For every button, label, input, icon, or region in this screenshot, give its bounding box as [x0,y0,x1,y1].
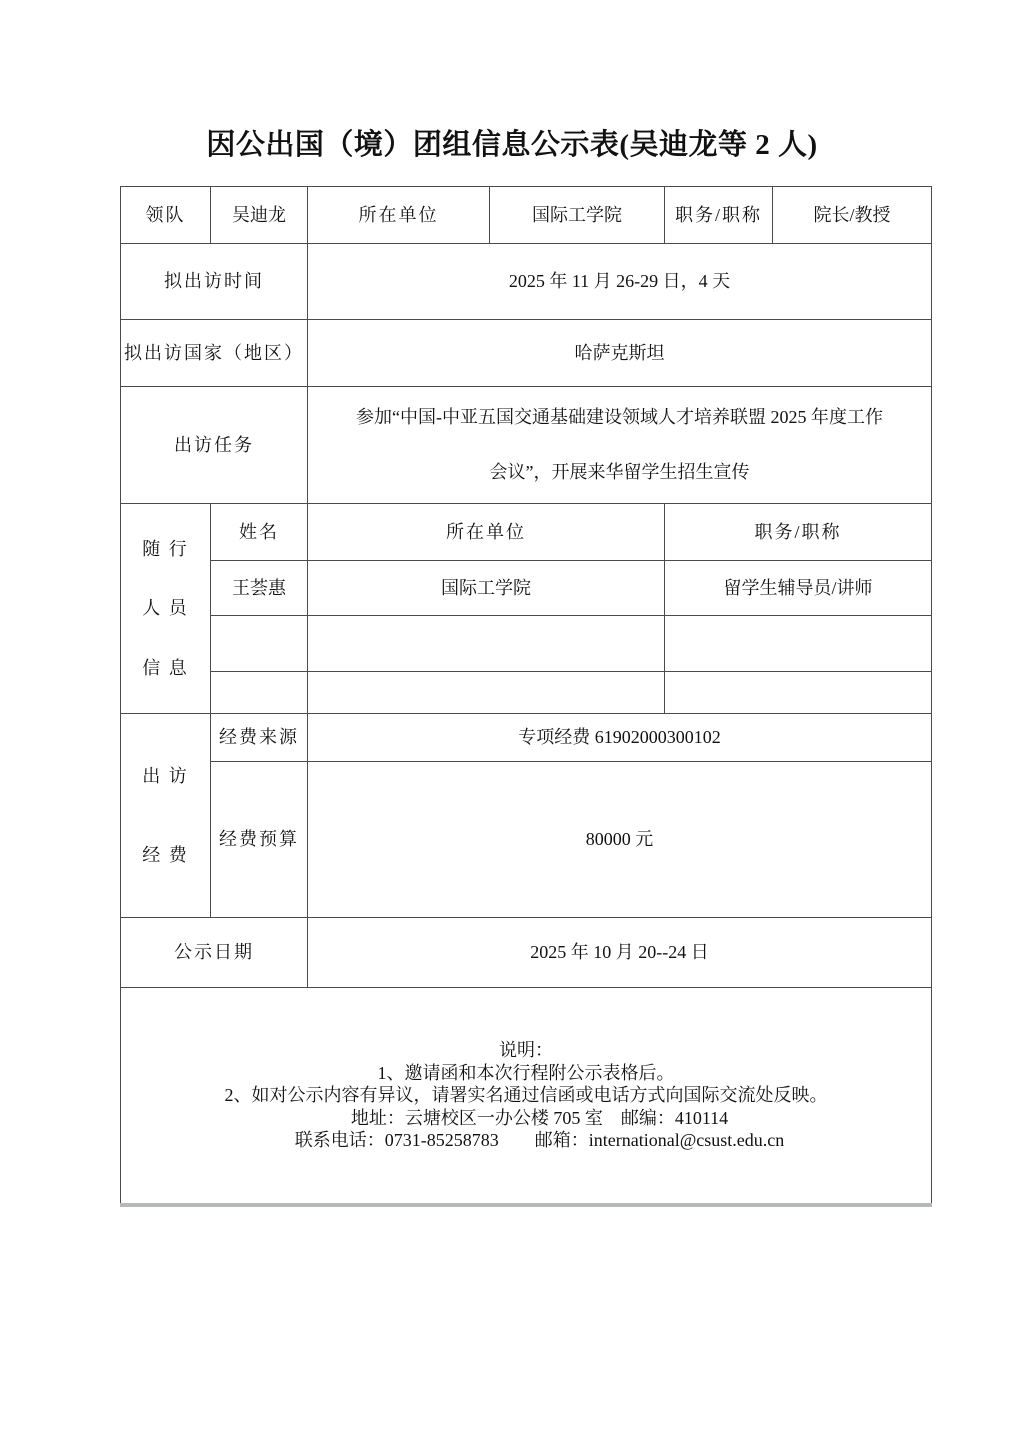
funding-source-row [121,714,932,762]
companions-label-stack [121,538,210,680]
companions-label-line-2: 人 员 [142,598,189,619]
companions-section-label [121,504,211,714]
mission-row [121,387,932,504]
companion-unit [308,616,665,672]
visit-time-row [121,244,932,320]
companion-row [121,672,932,714]
notes-address: 地址：云塘校区一办公楼 705 室 邮编：410114 [350,1107,729,1128]
mission-value [308,387,932,504]
companion-row [121,616,932,672]
companion-unit [308,672,665,714]
notes-row [121,988,932,1205]
companion-unit-header: 所在单位 [308,504,665,561]
companion-name-header: 姓名 [211,504,308,561]
companion-position [665,672,932,714]
companion-row [121,561,932,616]
notes-item-1: 1、邀请函和本次行程附公示表格后。 [377,1062,675,1083]
funding-source-label: 经费来源 [211,714,308,762]
notes-item-2: 2、如对公示内容有异议，请署实名通过信函或电话方式向国际交流处反映。 [224,1085,828,1105]
companions-label-line-1: 随 行 [142,538,189,559]
funding-section-label [121,714,211,918]
mission-line-1: 参加“中国-中亚五国交通基础建设领域人才培养联盟 2025 年度工作 [356,407,883,427]
funding-label-stack [121,765,210,866]
notes-cell [121,988,932,1205]
companions-header-row [121,504,932,561]
funding-budget-value: 80000 元 [308,762,932,918]
companion-name [211,616,308,672]
leader-label: 领队 [121,187,211,244]
funding-source-value: 专项经费 61902000300102 [308,714,932,762]
travel-publicity-form [120,186,932,1207]
leader-name: 吴迪龙 [211,187,308,244]
leader-position-value: 院长/教授 [773,187,932,244]
leader-position-label: 职务/职称 [665,187,773,244]
publicity-date-row [121,918,932,988]
funding-budget-label: 经费预算 [211,762,308,918]
leader-unit-label: 所在单位 [308,187,490,244]
companion-name [211,672,308,714]
companions-label-line-3: 信 息 [142,657,189,678]
funding-label-line-2: 经 费 [142,844,189,865]
destination-value: 哈萨克斯坦 [308,320,932,387]
publicity-date-label: 公示日期 [121,918,308,988]
companion-unit: 国际工学院 [308,561,665,616]
publicity-date-value: 2025 年 10 月 20--24 日 [308,918,932,988]
leader-row [121,187,932,244]
companion-position-header: 职务/职称 [665,504,932,561]
companion-position: 留学生辅导员/讲师 [665,561,932,616]
mission-label: 出访任务 [121,387,308,504]
notes-heading: 说明： [499,1040,553,1060]
companion-position [665,616,932,672]
companion-name: 王荟惠 [211,561,308,616]
destination-label: 拟出访国家（地区） [121,320,308,387]
destination-row [121,320,932,387]
page-title: 因公出国（境）团组信息公示表(吴迪龙等 2 人) [206,129,818,161]
visit-time-label: 拟出访时间 [121,244,308,320]
funding-label-line-1: 出 访 [142,766,189,786]
leader-unit-value: 国际工学院 [490,187,665,244]
mission-line-2: 会议”，开展来华留学生招生宣传 [489,462,750,482]
funding-budget-row [121,762,932,918]
visit-time-value: 2025 年 11 月 26-29 日，4 天 [308,244,932,320]
notes-contact: 联系电话：0731-85258783 邮箱：international@csust.edu.cn [294,1130,785,1150]
